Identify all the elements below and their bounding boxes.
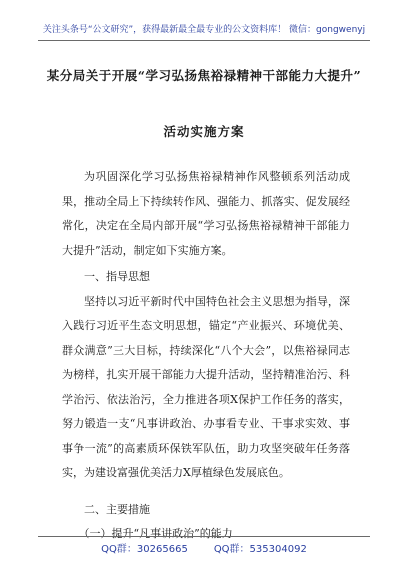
footer-qq-group-2: QQ群：535304092 — [213, 544, 307, 555]
document-subtitle: 活动实施方案 — [163, 124, 245, 139]
page-footer — [0, 540, 408, 555]
guiding-ideology-paragraph: 坚持以习近平新时代中国特色社会主义思想为指导，深入践行习近平生态文明思想，锚定“产业振兴、环境优美、群众满意”三大目标，持续深化“八个大会”，以焦裕禄同志为榜样，扎实开展干部能力大提升活动，坚持精准治污、科学治污、依法治污，全力推进各项X保护工作任务的落实，努力锻造一支“凡事讲政治、办事看专业、干事求实效、事事争一流”的高素质环保铁军队伍，助力攻坚突破年任务落实，为建设富强优美活力X厚植绿色发展底色。 — [62, 294, 350, 479]
section-heading-main-measures: 二、主要措施 — [84, 502, 150, 516]
footer-divider — [38, 536, 370, 537]
section-heading-guiding-ideology: 一、指导思想 — [84, 270, 150, 283]
document-title: 某分局关于开展“学习弘扬焦裕禄精神干部能力大提升” — [46, 68, 362, 83]
intro-paragraph: 为巩固深化学习弘扬焦裕禄精神作风整顿系列活动成果，推动全局上下持续转作风、强能力、抓落实、促发展经常化，决定在全局内部开展“学习弘扬焦裕禄精神干部能力大提升”活动，制定如下实施方案。 — [62, 170, 350, 257]
page-header: 关注头条号“公文研究”，获得最新最全最专业的公文资料库！ 微信：gongwenyj — [42, 25, 366, 35]
subsection-heading-political: （一）提升“凡事讲政治”的能力 — [78, 527, 233, 540]
footer-qq-group-1: QQ群：30265665 — [101, 544, 188, 555]
document-body — [62, 165, 350, 547]
header-divider — [38, 40, 370, 41]
